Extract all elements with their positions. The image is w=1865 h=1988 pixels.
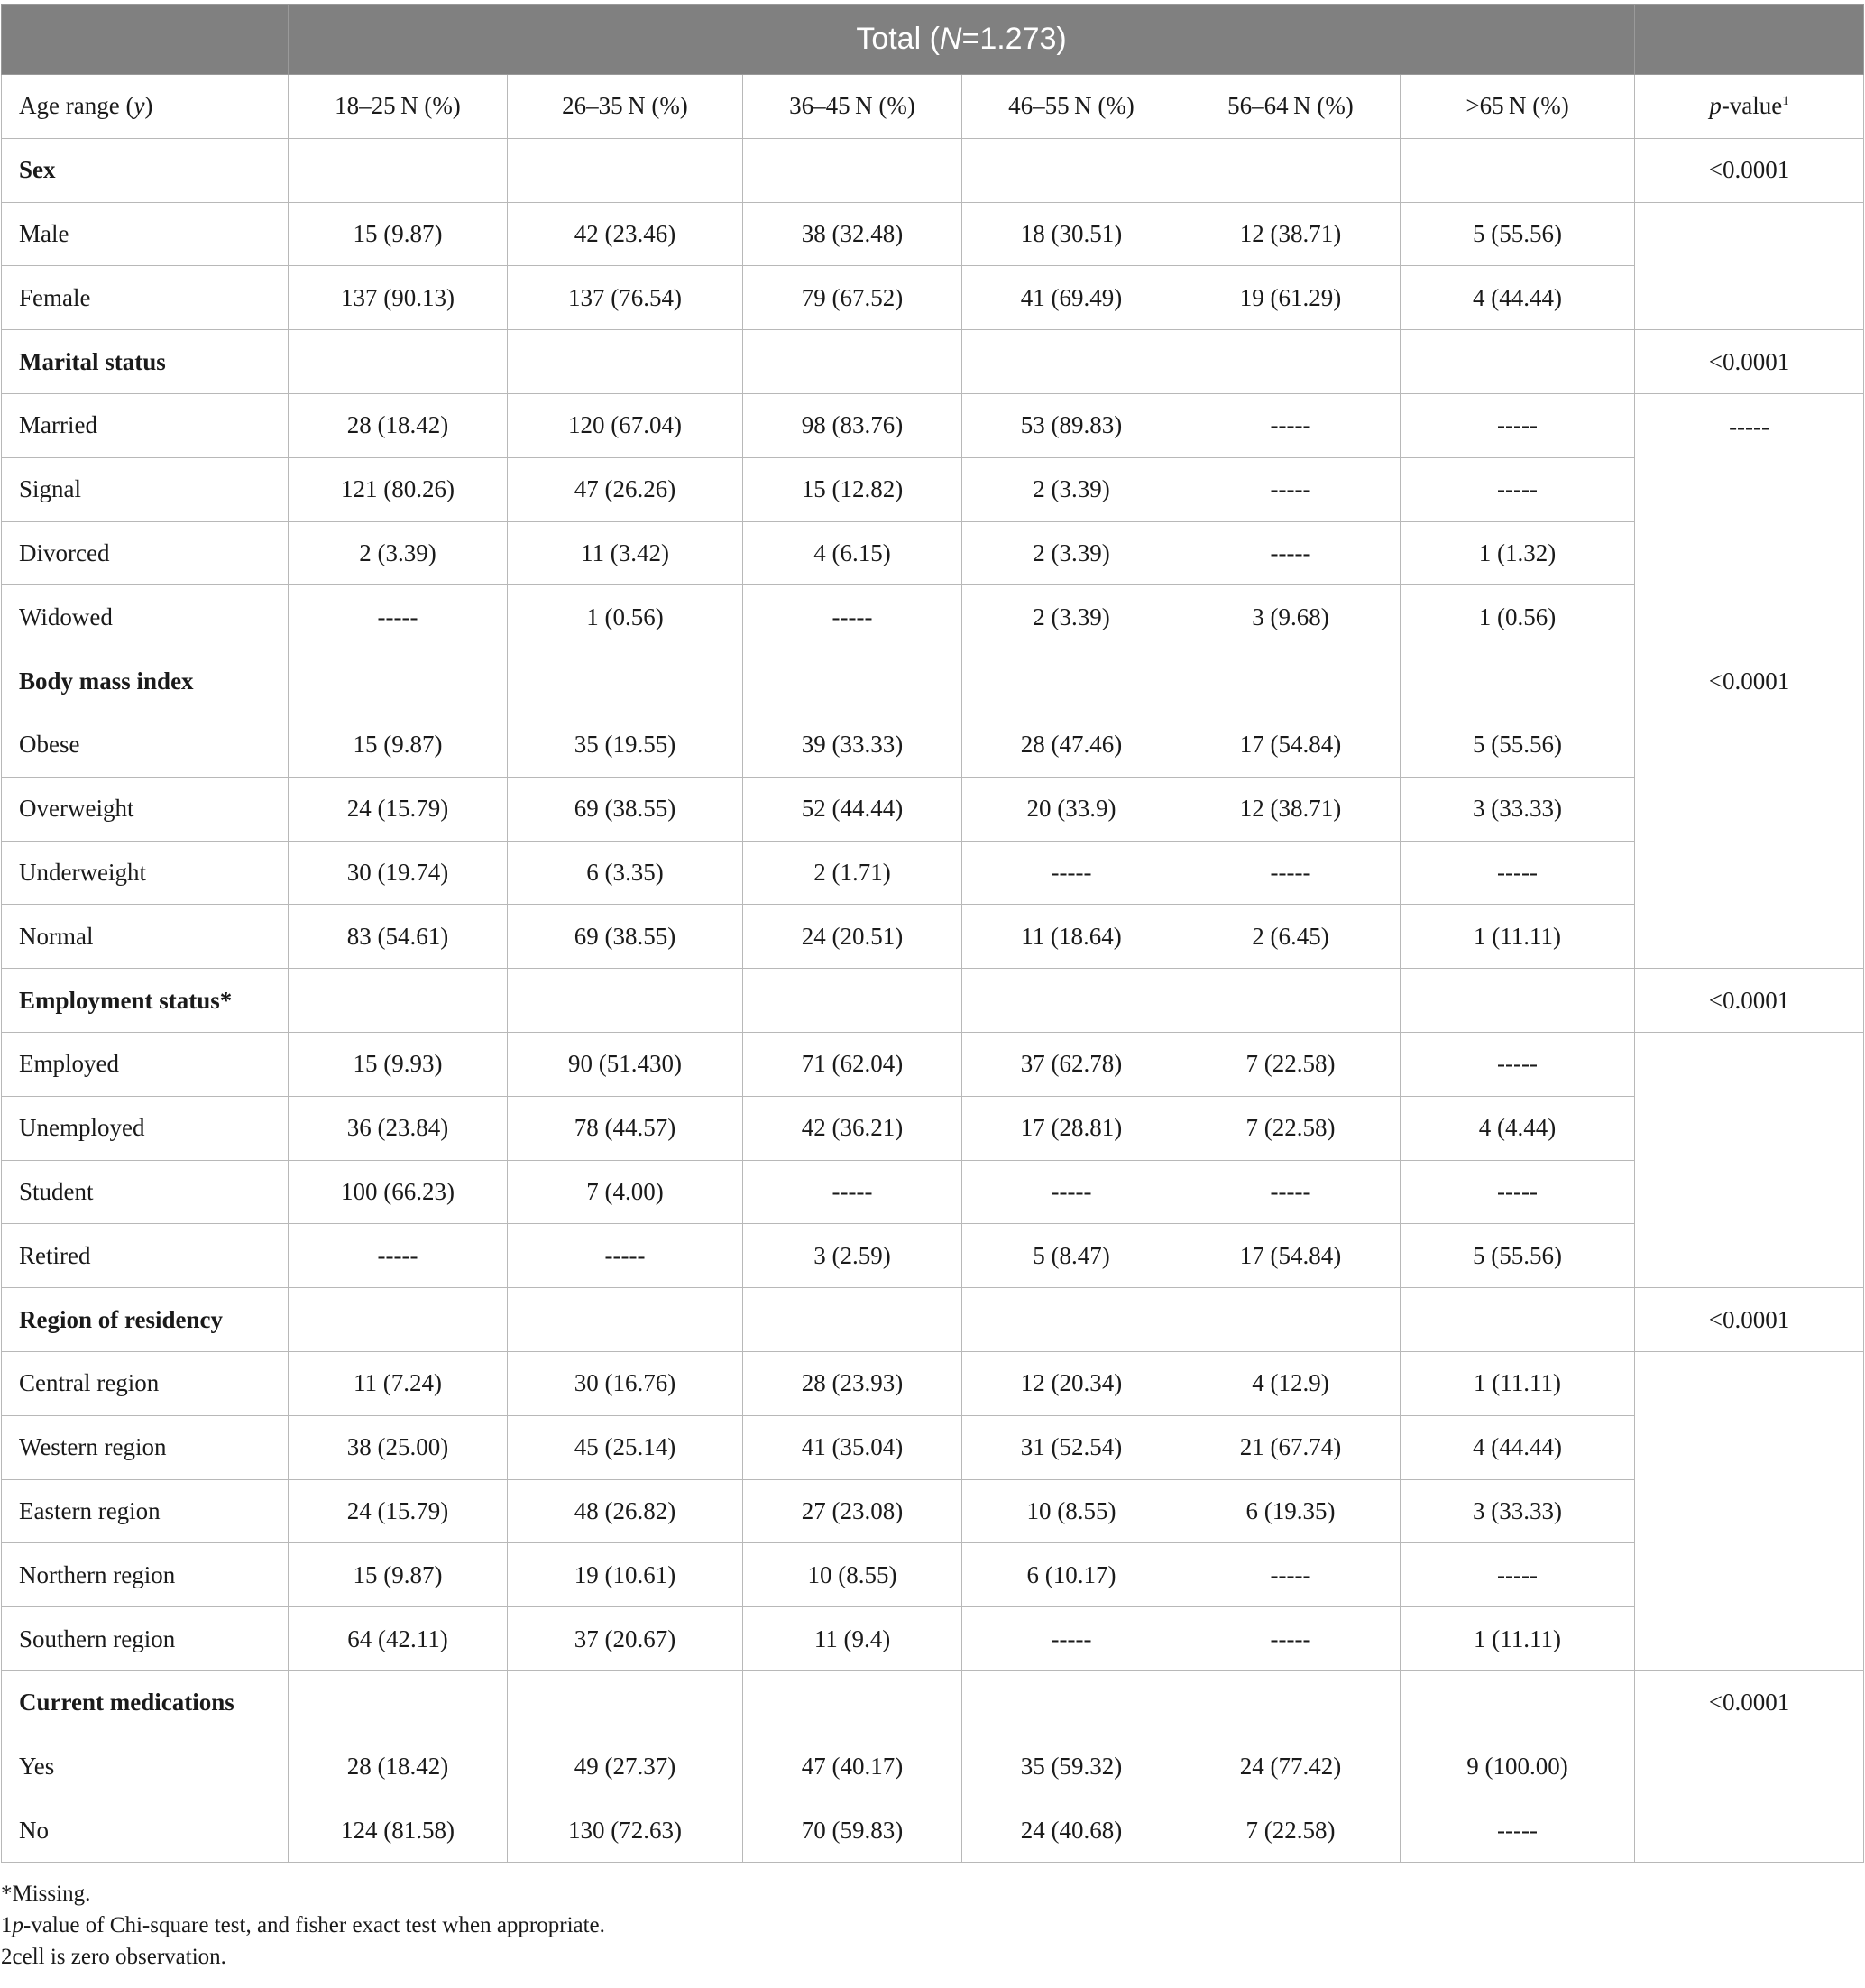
empty-cell: [1181, 969, 1401, 1033]
value-cell: 10 (8.55): [743, 1543, 962, 1607]
empty-cell: [1181, 330, 1401, 394]
section-header-row: [2, 649, 1864, 713]
empty-cell: [508, 969, 743, 1033]
footnote-1-italic: p: [12, 1913, 23, 1937]
value-cell: 11 (7.24): [289, 1351, 508, 1415]
empty-cell: [743, 969, 962, 1033]
empty-cell: [962, 330, 1181, 394]
value-cell: 47 (40.17): [743, 1735, 962, 1799]
row-label: Central region: [2, 1351, 289, 1415]
demographics-table: [1, 4, 1864, 1863]
value-cell: 11 (3.42): [508, 521, 743, 585]
value-cell: 64 (42.11): [289, 1607, 508, 1671]
value-cell: -----: [508, 1224, 743, 1288]
value-cell: -----: [1181, 1543, 1401, 1607]
value-cell: 12 (20.34): [962, 1351, 1181, 1415]
value-cell: 1 (11.11): [1401, 1351, 1635, 1415]
section-header-row: [2, 138, 1864, 202]
p-value-header: [1635, 75, 1864, 139]
table-row: [2, 841, 1864, 905]
section-label: Employment status*: [2, 969, 289, 1033]
value-cell: 5 (55.56): [1401, 1224, 1635, 1288]
value-cell: -----: [743, 1160, 962, 1224]
value-cell: 15 (9.93): [289, 1032, 508, 1096]
value-cell: 2 (6.45): [1181, 905, 1401, 969]
value-cell: 28 (18.42): [289, 393, 508, 457]
section-header-row: [2, 330, 1864, 394]
value-cell: 6 (3.35): [508, 841, 743, 905]
value-cell: 79 (67.52): [743, 266, 962, 330]
title-italic-n: N: [939, 22, 962, 56]
table-row: [2, 1224, 1864, 1288]
value-cell: 49 (27.37): [508, 1735, 743, 1799]
section-label: Marital status: [2, 330, 289, 394]
value-cell: 3 (33.33): [1401, 1479, 1635, 1543]
value-cell: 10 (8.55): [962, 1479, 1181, 1543]
value-cell: -----: [1181, 393, 1401, 457]
value-cell: 69 (38.55): [508, 905, 743, 969]
p-value-merged-cell: [1635, 1032, 1864, 1287]
value-cell: 21 (67.74): [1181, 1415, 1401, 1479]
value-cell: 39 (33.33): [743, 713, 962, 777]
table-row: [2, 1735, 1864, 1799]
row-label: Unemployed: [2, 1096, 289, 1160]
value-cell: 48 (26.82): [508, 1479, 743, 1543]
value-cell: 137 (76.54): [508, 266, 743, 330]
group-header: 26–35 N (%): [508, 75, 743, 139]
value-cell: 7 (22.58): [1181, 1032, 1401, 1096]
table-row: [2, 585, 1864, 649]
table-title-row: [2, 5, 1864, 75]
footnote-1-num: 1: [1, 1913, 13, 1937]
value-cell: 15 (12.82): [743, 457, 962, 521]
value-cell: -----: [289, 1224, 508, 1288]
value-cell: -----: [1401, 393, 1635, 457]
table-container: [1, 4, 1863, 1863]
value-cell: 15 (9.87): [289, 713, 508, 777]
value-cell: -----: [1401, 1799, 1635, 1863]
value-cell: 35 (59.32): [962, 1735, 1181, 1799]
empty-cell: [962, 1288, 1181, 1352]
footnotes: [1, 1878, 1859, 1973]
value-cell: 1 (1.32): [1401, 521, 1635, 585]
group-header: >65 N (%): [1401, 75, 1635, 139]
value-cell: -----: [289, 585, 508, 649]
value-cell: 19 (10.61): [508, 1543, 743, 1607]
row-label: Widowed: [2, 585, 289, 649]
value-cell: 4 (4.44): [1401, 1096, 1635, 1160]
empty-cell: [962, 969, 1181, 1033]
empty-cell: [289, 649, 508, 713]
value-cell: 71 (62.04): [743, 1032, 962, 1096]
row-label: Signal: [2, 457, 289, 521]
table-row: [2, 905, 1864, 969]
value-cell: 12 (38.71): [1181, 777, 1401, 841]
table-row: [2, 1607, 1864, 1671]
footnote-1-text: -value of Chi-square test, and fisher exact test when appropriate.: [23, 1913, 605, 1937]
value-cell: 124 (81.58): [289, 1799, 508, 1863]
row-label: Retired: [2, 1224, 289, 1288]
value-cell: 37 (20.67): [508, 1607, 743, 1671]
age-label-italic: y: [133, 92, 145, 120]
empty-cell: [289, 969, 508, 1033]
value-cell: 4 (44.44): [1401, 1415, 1635, 1479]
table-row: [2, 266, 1864, 330]
value-cell: 11 (18.64): [962, 905, 1181, 969]
age-range-header: [2, 75, 289, 139]
empty-cell: [508, 138, 743, 202]
table-body: [2, 5, 1864, 1863]
section-label: Region of residency: [2, 1288, 289, 1352]
value-cell: 78 (44.57): [508, 1096, 743, 1160]
row-label: No: [2, 1799, 289, 1863]
value-cell: 28 (18.42): [289, 1735, 508, 1799]
value-cell: -----: [962, 1607, 1181, 1671]
value-cell: -----: [1181, 521, 1401, 585]
group-header: 36–45 N (%): [743, 75, 962, 139]
table-row: [2, 393, 1864, 457]
p-value-sup: 1: [1782, 94, 1789, 109]
table-row: [2, 202, 1864, 266]
table-row: [2, 1479, 1864, 1543]
section-header-row: [2, 1288, 1864, 1352]
empty-cell: [743, 330, 962, 394]
value-cell: 24 (20.51): [743, 905, 962, 969]
table-row: [2, 713, 1864, 777]
empty-cell: [289, 138, 508, 202]
table-row: [2, 1415, 1864, 1479]
value-cell: 38 (25.00): [289, 1415, 508, 1479]
value-cell: 24 (77.42): [1181, 1735, 1401, 1799]
footnote-missing: *Missing.: [1, 1882, 91, 1906]
value-cell: 5 (55.56): [1401, 202, 1635, 266]
title-blank-cell: [2, 5, 289, 75]
empty-cell: [962, 649, 1181, 713]
value-cell: 137 (90.13): [289, 266, 508, 330]
value-cell: 18 (30.51): [962, 202, 1181, 266]
value-cell: 1 (11.11): [1401, 905, 1635, 969]
row-label: Obese: [2, 713, 289, 777]
table-row: [2, 1096, 1864, 1160]
value-cell: 5 (55.56): [1401, 713, 1635, 777]
value-cell: 42 (23.46): [508, 202, 743, 266]
value-cell: 31 (52.54): [962, 1415, 1181, 1479]
value-cell: 36 (23.84): [289, 1096, 508, 1160]
empty-cell: [743, 138, 962, 202]
table-row: [2, 457, 1864, 521]
value-cell: -----: [1401, 1160, 1635, 1224]
value-cell: -----: [1401, 841, 1635, 905]
value-cell: 35 (19.55): [508, 713, 743, 777]
value-cell: 52 (44.44): [743, 777, 962, 841]
empty-cell: [289, 1670, 508, 1735]
value-cell: 24 (15.79): [289, 1479, 508, 1543]
empty-cell: [1181, 649, 1401, 713]
age-label-text: Age range (: [19, 92, 134, 120]
empty-cell: [1401, 138, 1635, 202]
value-cell: 17 (28.81): [962, 1096, 1181, 1160]
value-cell: 38 (32.48): [743, 202, 962, 266]
empty-cell: [1401, 330, 1635, 394]
value-cell: 2 (3.39): [289, 521, 508, 585]
group-header: 18–25 N (%): [289, 75, 508, 139]
empty-cell: [743, 1288, 962, 1352]
value-cell: 15 (9.87): [289, 202, 508, 266]
value-cell: 6 (10.17): [962, 1543, 1181, 1607]
section-p-value: <0.0001: [1635, 1288, 1864, 1352]
value-cell: 28 (23.93): [743, 1351, 962, 1415]
value-cell: 9 (100.00): [1401, 1735, 1635, 1799]
value-cell: 30 (19.74): [289, 841, 508, 905]
empty-cell: [962, 138, 1181, 202]
value-cell: 83 (54.61): [289, 905, 508, 969]
value-cell: -----: [1401, 457, 1635, 521]
section-p-value: <0.0001: [1635, 1670, 1864, 1735]
value-cell: 1 (0.56): [1401, 585, 1635, 649]
value-cell: 120 (67.04): [508, 393, 743, 457]
table-title: [289, 5, 1635, 75]
value-cell: 2 (3.39): [962, 457, 1181, 521]
empty-cell: [1401, 1288, 1635, 1352]
value-cell: 3 (2.59): [743, 1224, 962, 1288]
value-cell: 3 (33.33): [1401, 777, 1635, 841]
age-label-close: ): [144, 92, 153, 120]
value-cell: 4 (6.15): [743, 521, 962, 585]
section-p-value: <0.0001: [1635, 138, 1864, 202]
section-label: Sex: [2, 138, 289, 202]
value-cell: 24 (40.68): [962, 1799, 1181, 1863]
table-row: [2, 1351, 1864, 1415]
value-cell: 17 (54.84): [1181, 713, 1401, 777]
value-cell: 30 (16.76): [508, 1351, 743, 1415]
row-label: Overweight: [2, 777, 289, 841]
value-cell: 98 (83.76): [743, 393, 962, 457]
table-row: [2, 1799, 1864, 1863]
value-cell: 2 (3.39): [962, 521, 1181, 585]
value-cell: 1 (0.56): [508, 585, 743, 649]
p-value-merged-cell: [1635, 1735, 1864, 1863]
p-value-merged-cell: [1635, 1351, 1864, 1670]
value-cell: 28 (47.46): [962, 713, 1181, 777]
empty-cell: [1401, 1670, 1635, 1735]
value-cell: -----: [1181, 1607, 1401, 1671]
value-cell: 130 (72.63): [508, 1799, 743, 1863]
value-cell: 47 (26.26): [508, 457, 743, 521]
section-p-value: <0.0001: [1635, 969, 1864, 1033]
title-suffix: =1.273): [961, 22, 1067, 56]
empty-cell: [289, 330, 508, 394]
row-label: Underweight: [2, 841, 289, 905]
value-cell: 4 (44.44): [1401, 266, 1635, 330]
value-cell: 11 (9.4): [743, 1607, 962, 1671]
group-header: 56–64 N (%): [1181, 75, 1401, 139]
value-cell: 41 (69.49): [962, 266, 1181, 330]
value-cell: 53 (89.83): [962, 393, 1181, 457]
p-value-text: -value: [1721, 92, 1783, 120]
p-value-merged-cell: [1635, 202, 1864, 330]
empty-cell: [289, 1288, 508, 1352]
footnote-2: 2cell is zero observation.: [1, 1945, 226, 1969]
row-label: Divorced: [2, 521, 289, 585]
section-p-value: <0.0001: [1635, 330, 1864, 394]
value-cell: 7 (22.58): [1181, 1799, 1401, 1863]
empty-cell: [743, 1670, 962, 1735]
empty-cell: [743, 649, 962, 713]
value-cell: 12 (38.71): [1181, 202, 1401, 266]
column-header-row: [2, 75, 1864, 139]
value-cell: 15 (9.87): [289, 1543, 508, 1607]
table-row: [2, 1160, 1864, 1224]
value-cell: 19 (61.29): [1181, 266, 1401, 330]
row-label: Employed: [2, 1032, 289, 1096]
value-cell: 2 (3.39): [962, 585, 1181, 649]
value-cell: 4 (12.9): [1181, 1351, 1401, 1415]
p-value-merged-cell: -----: [1635, 393, 1864, 649]
value-cell: 7 (22.58): [1181, 1096, 1401, 1160]
value-cell: -----: [1181, 1160, 1401, 1224]
footnote-1: [1, 1910, 1859, 1941]
empty-cell: [508, 1288, 743, 1352]
row-label: Normal: [2, 905, 289, 969]
table-row: [2, 521, 1864, 585]
value-cell: 121 (80.26): [289, 457, 508, 521]
group-header: 46–55 N (%): [962, 75, 1181, 139]
empty-cell: [962, 1670, 1181, 1735]
value-cell: 42 (36.21): [743, 1096, 962, 1160]
section-label: Body mass index: [2, 649, 289, 713]
value-cell: 100 (66.23): [289, 1160, 508, 1224]
p-value-merged-cell: [1635, 713, 1864, 968]
value-cell: 5 (8.47): [962, 1224, 1181, 1288]
empty-cell: [508, 649, 743, 713]
table-row: [2, 1543, 1864, 1607]
empty-cell: [1181, 1288, 1401, 1352]
value-cell: 20 (33.9): [962, 777, 1181, 841]
value-cell: 17 (54.84): [1181, 1224, 1401, 1288]
table-row: [2, 777, 1864, 841]
value-cell: 70 (59.83): [743, 1799, 962, 1863]
section-header-row: [2, 969, 1864, 1033]
value-cell: 24 (15.79): [289, 777, 508, 841]
table-row: [2, 1032, 1864, 1096]
p-italic: p: [1709, 92, 1722, 120]
value-cell: 6 (19.35): [1181, 1479, 1401, 1543]
value-cell: -----: [1401, 1543, 1635, 1607]
value-cell: -----: [1181, 457, 1401, 521]
row-label: Male: [2, 202, 289, 266]
value-cell: -----: [743, 585, 962, 649]
empty-cell: [1181, 1670, 1401, 1735]
row-label: Student: [2, 1160, 289, 1224]
empty-cell: [1401, 969, 1635, 1033]
title-prefix: Total (: [856, 22, 940, 56]
empty-cell: [508, 330, 743, 394]
value-cell: 2 (1.71): [743, 841, 962, 905]
row-label: Northern region: [2, 1543, 289, 1607]
value-cell: 37 (62.78): [962, 1032, 1181, 1096]
row-label: Western region: [2, 1415, 289, 1479]
value-cell: 45 (25.14): [508, 1415, 743, 1479]
empty-cell: [1181, 138, 1401, 202]
value-cell: 3 (9.68): [1181, 585, 1401, 649]
section-p-value: <0.0001: [1635, 649, 1864, 713]
value-cell: -----: [1181, 841, 1401, 905]
row-label: Female: [2, 266, 289, 330]
value-cell: -----: [962, 841, 1181, 905]
section-label: Current medications: [2, 1670, 289, 1735]
value-cell: 69 (38.55): [508, 777, 743, 841]
value-cell: -----: [1401, 1032, 1635, 1096]
row-label: Married: [2, 393, 289, 457]
value-cell: -----: [962, 1160, 1181, 1224]
value-cell: 41 (35.04): [743, 1415, 962, 1479]
row-label: Yes: [2, 1735, 289, 1799]
title-blank-cell: [1635, 5, 1864, 75]
empty-cell: [1401, 649, 1635, 713]
value-cell: 7 (4.00): [508, 1160, 743, 1224]
value-cell: 27 (23.08): [743, 1479, 962, 1543]
value-cell: 90 (51.430): [508, 1032, 743, 1096]
section-header-row: [2, 1670, 1864, 1735]
row-label: Southern region: [2, 1607, 289, 1671]
empty-cell: [508, 1670, 743, 1735]
value-cell: 1 (11.11): [1401, 1607, 1635, 1671]
row-label: Eastern region: [2, 1479, 289, 1543]
